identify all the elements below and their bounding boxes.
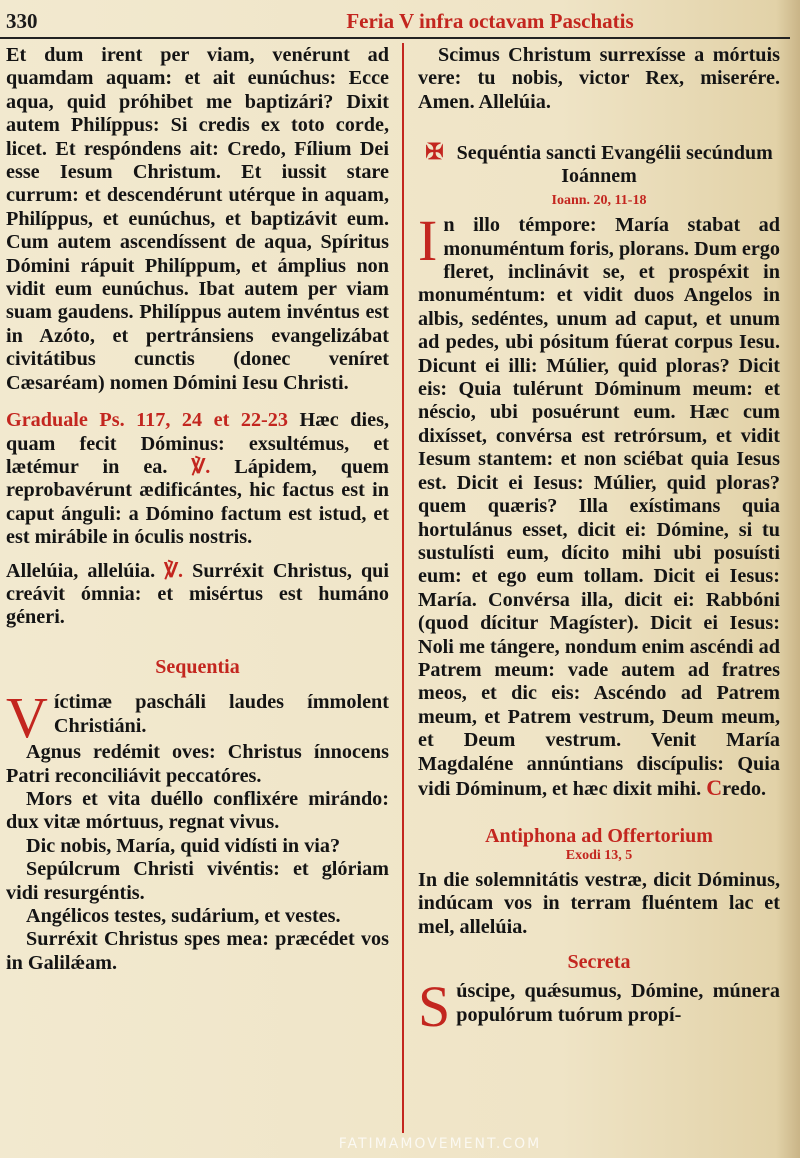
graduale-text-1: Hæc dies, quam fecit Dóminus: exsultémus, et lætémur in ea. bbox=[6, 409, 389, 478]
sequentia-heading: Sequentia bbox=[155, 655, 240, 678]
column-divider bbox=[402, 43, 404, 1133]
gospel-text bbox=[418, 208, 780, 801]
cross-icon: ✠ bbox=[425, 139, 444, 165]
credo-capital: C bbox=[706, 774, 723, 800]
secreta-dropcap: S bbox=[418, 974, 451, 1040]
lesson-text: Et dum irent per viam, venérunt ad quamdam aquam: et ait eunúchus: Ecce aqua, quid próhibet me baptizári? Dixit autem Philíppus: Si credis ex toto corde, licet. Et respóndens ait: Credo, Fílium Dei esse Iesum Christum. Et iussit stare currum: et descendérunt utérque in aquam, Philíppus, et eunúchus, et baptizávit eum. Cum autem ascendíssent de aqua, Spíritus Dómini rápuit Philíppum, et ámplius non vidit eum eunúchus. Ibat autem per viam suam gaudens. Philíppus autem invéntus est in Azóto, et pertránsiens evangelizábat civitátibus cunctis (donec veníret Cæsaréam) nomen Dómini Iesu Christi. bbox=[6, 44, 389, 394]
watermark: FATIMAMOVEMENT.COM bbox=[338, 1136, 542, 1152]
versicle-symbol: ℣. bbox=[191, 455, 211, 478]
sequence-line: Dic nobis, María, quid vidísti in via? bbox=[26, 834, 341, 857]
secreta-text: úscipe, quǽsumus, Dómine, múnera populórum tuórum propí- bbox=[456, 980, 780, 1026]
sequence-line: Angélicos testes, sudárium, et vestes. bbox=[26, 905, 341, 927]
gospel-title-text: Sequéntia sancti Evangélii secúndum Ioánnem bbox=[456, 142, 773, 188]
alleluia-text-2: Surréxit Christus, qui creávit ómnia: et misértus est humáno géneri. bbox=[6, 559, 390, 629]
graduale-text-2: Lápidem, quem reprobavérunt ædificántes, hic factus est in caput ánguli: a Dómino factum est istud, et est mirábile in óculis nostris. bbox=[6, 455, 389, 549]
gospel-dropcap: I bbox=[418, 208, 438, 274]
header-rule bbox=[0, 37, 790, 39]
alleluia bbox=[6, 560, 389, 630]
credo-rest: redo. bbox=[722, 777, 767, 800]
sequence-stanza-1 bbox=[6, 685, 389, 751]
sequence-line: íctimæ pascháli laudes ímmolent Christiáni. bbox=[53, 691, 389, 737]
alleluia-text-1: Allelúia, allelúia. bbox=[6, 559, 156, 582]
alleluia-versicle-symbol: ℣. bbox=[164, 559, 184, 582]
page-number: 330 bbox=[6, 9, 38, 33]
gospel-text-body: n illo témpore: María stabat ad monuméntum foris, plorans. Dum ergo fleret, inclinávit se, et prospéxit in monuméntum: et vidit duos Angelos in albis, sedéntes, unum ad caput, et unum ad pedes, ubi pósitum fúerat corpus Iesu. Dicunt ei illi: Múlier, quid ploras? Dicit eis: Quia tulérunt Dóminum meum: et néscio, ubi posuérunt eum. Hæc cum dixísset, convérsa est retrórsum, et vidit Iesum stantem: et non sciébat quia Iesus est. Dicit ei Iesus: Múlier, quid ploras? quem quæris? Illa exístimans quia hortulánus esset, dicit ei: Dómine, si tu sustulísti eum, dícito mihi ubi posuísti eum: et ego eum tollam. Dicit ei Iesus: María. Convérsa illa, dicit ei: Rabbóni (quod dícitur Magíster). Dicit ei Iesus: Noli me tángere, nondum enim ascéndi ad Patrem meum: vade autem ad fratres meos, et dic eis: Ascéndo ad Patrem meum, et Patrem vestrum, Deum meum, et Deum vestrum. Venit María Magdaléne annúntians discípulis: Quia vidi Dóminum, et hæc dixit mihi. bbox=[418, 214, 780, 800]
graduale-label: Graduale Ps. 117, 24 et 22-23 bbox=[6, 409, 288, 432]
running-title: Feria V infra octavam Paschatis bbox=[346, 9, 634, 33]
gospel-body bbox=[418, 208, 780, 801]
sequence-line: Agnus redémit oves: Christus ínnocens Patri reconciliávit peccatóres. bbox=[6, 741, 389, 787]
gospel-title bbox=[418, 140, 780, 188]
secreta-body bbox=[418, 974, 780, 1040]
sequence-dropcap: V bbox=[6, 685, 48, 751]
page-header bbox=[0, 0, 800, 40]
sequence-line: Surréxit Christus spes mea: præcédet vos in Galilǽam. bbox=[6, 928, 389, 974]
offertory-heading: Antiphona ad Offertorium bbox=[485, 825, 713, 848]
offertory-text: In die solemnitátis vestræ, dicit Dóminus, indúcam vos in terram fluéntem lac et mel, allelúia. bbox=[418, 868, 780, 938]
graduale bbox=[6, 409, 389, 549]
secreta-heading: Secreta bbox=[567, 951, 631, 973]
sequence-end: Scimus Christum surrexísse a mórtuis vere: tu nobis, victor Rex, miserére. Amen. Allelúia. bbox=[418, 44, 780, 113]
sequence-line: Mors et vita duéllo conflixére mirándo: dux vitæ mórtuus, regnat vivus. bbox=[6, 787, 389, 834]
right-column bbox=[418, 44, 780, 1040]
offertory-reference: Exodi 13, 5 bbox=[565, 847, 633, 863]
left-column bbox=[6, 44, 389, 975]
sequence-line: Sepúlcrum Christi vivéntis: et glóriam vidi resurgéntis. bbox=[6, 858, 389, 904]
gospel-reference: Ioann. 20, 11-18 bbox=[551, 193, 647, 209]
